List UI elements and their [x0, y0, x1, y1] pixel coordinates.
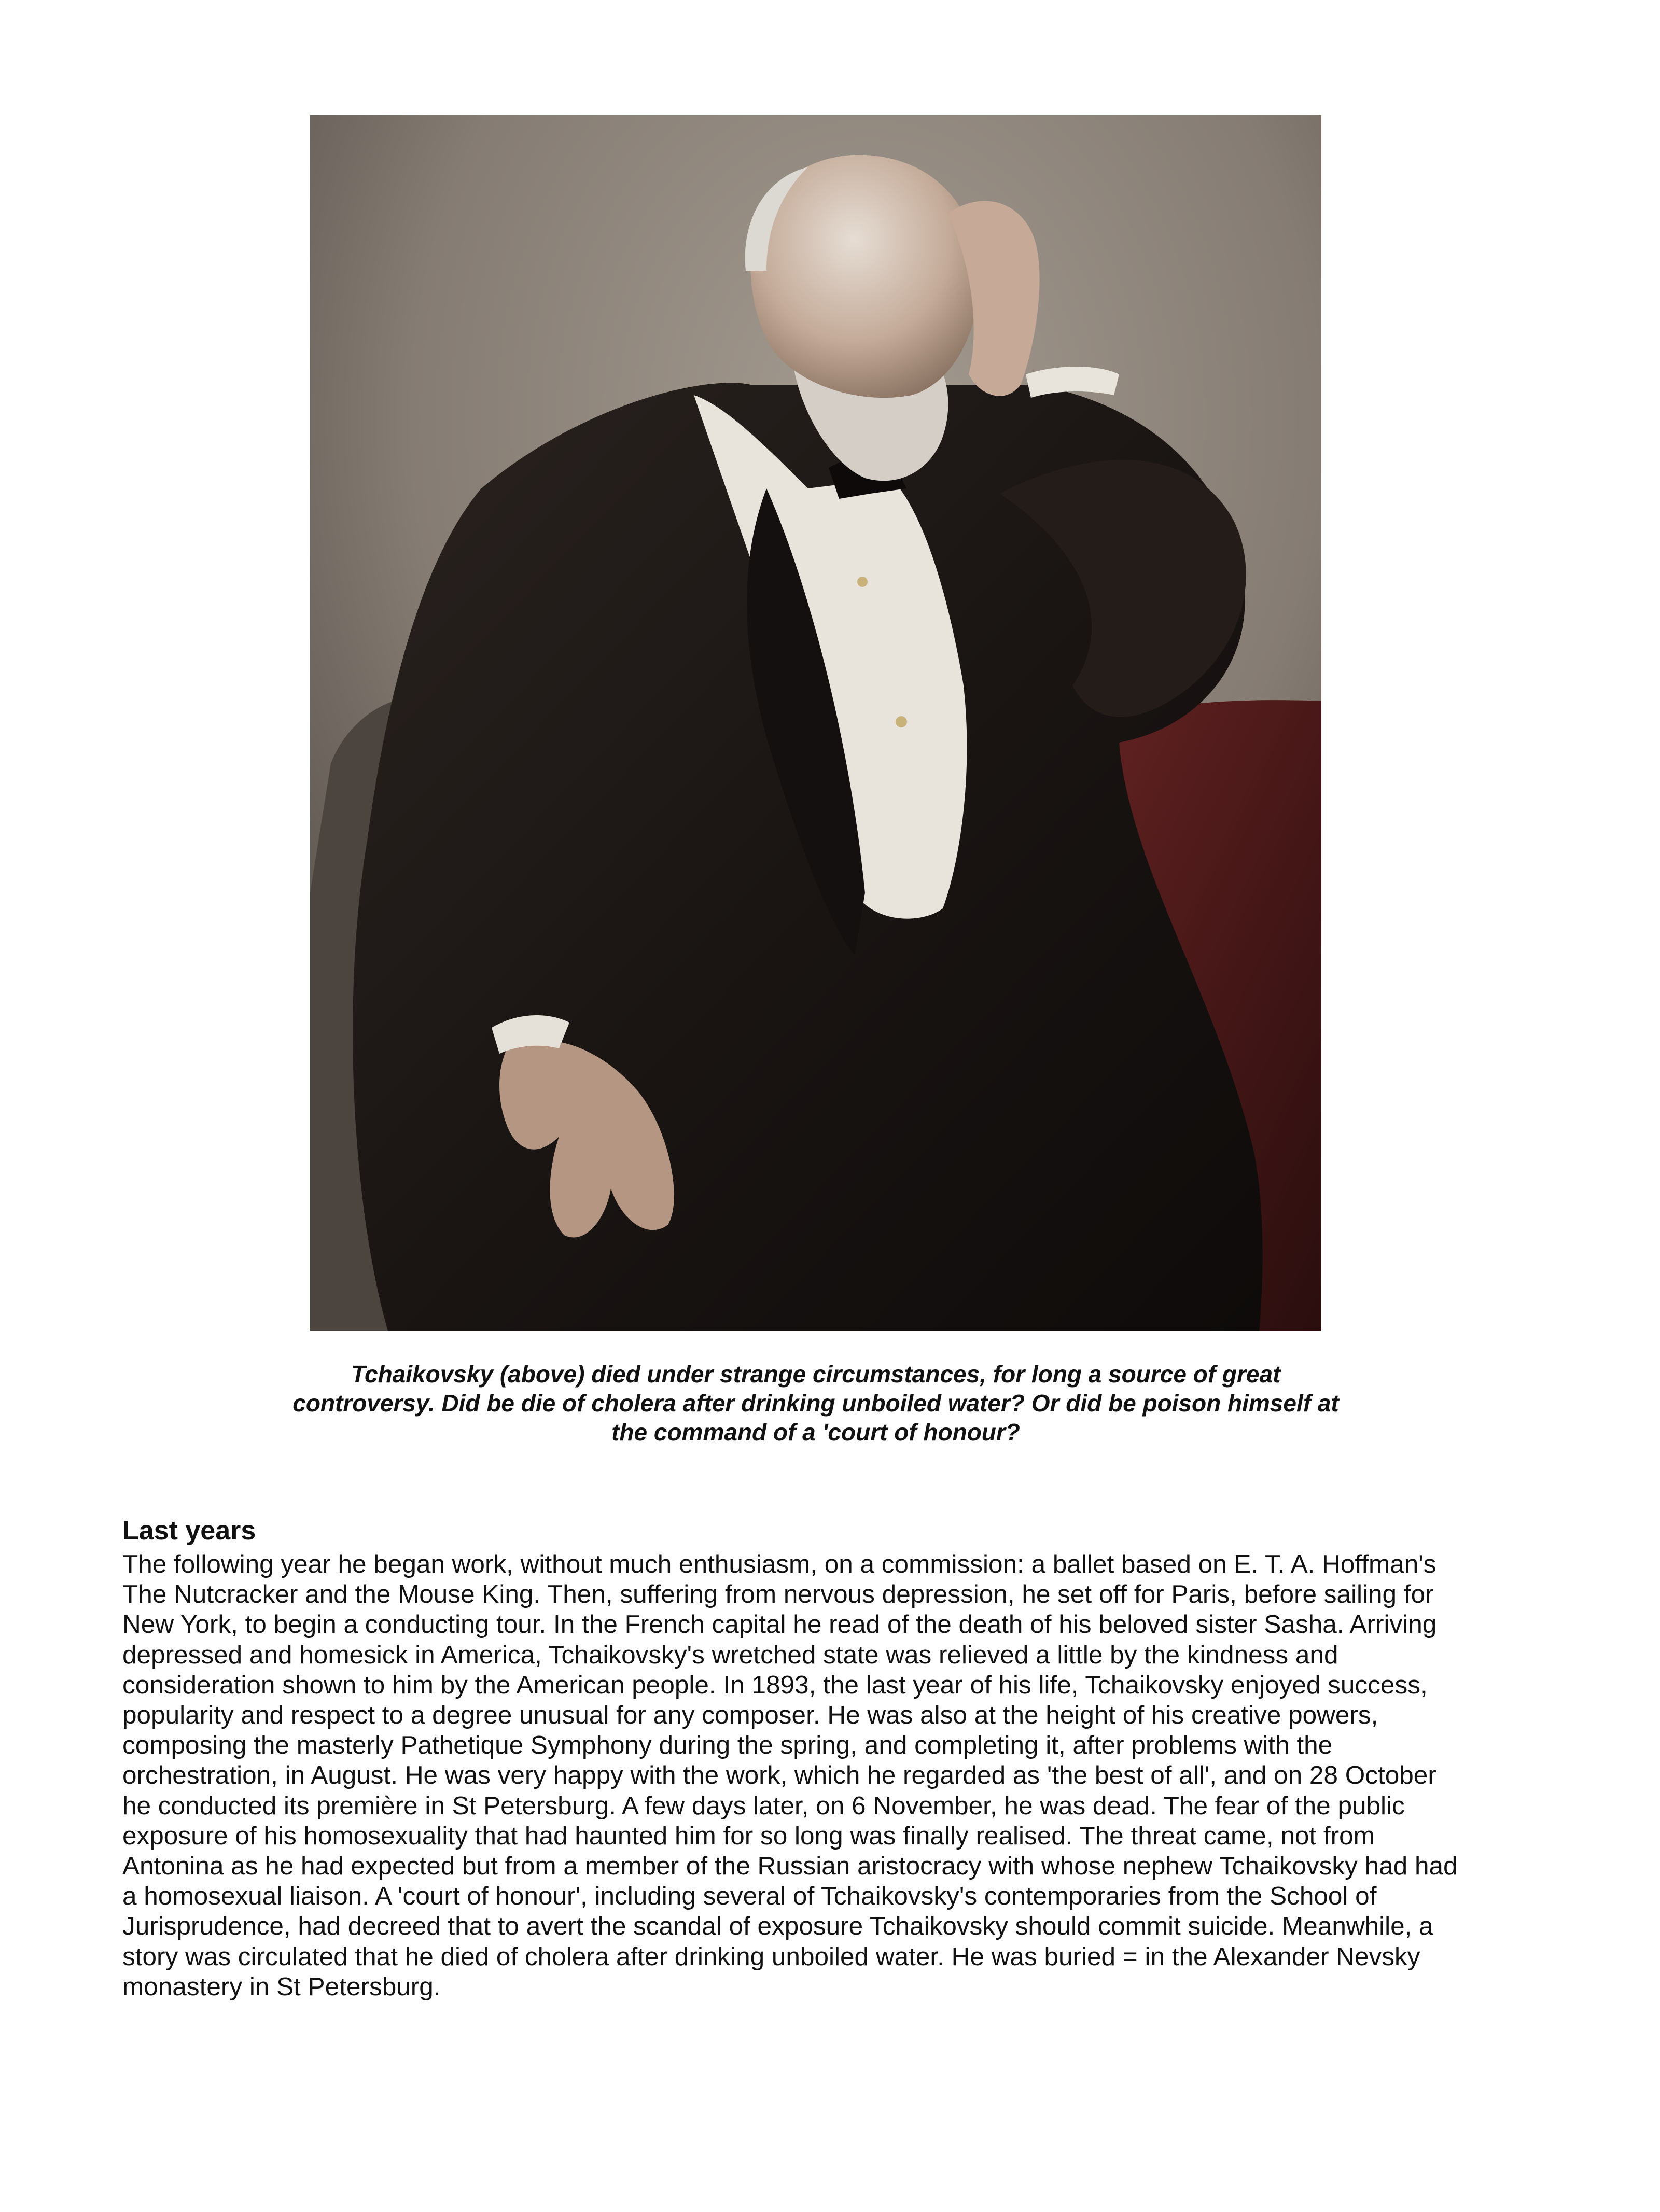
body-paragraph: The following year he began work, without much enthusiasm, on a commission: a ballet based on E. T. A. Hoffman's The Nutcracker and the Mouse King. Then, suffering from nervous depression, he set off for Paris, before sailing for New York, to begin a conducting tour. In the French capital he read of the death of his beloved sister Sasha. Arriving depressed and homesick in America, Tchaikovsky's wretched state was relieved a little by the kindness and consideration shown to him by the American people. In 1893, the last year of his life, Tchaikovsky enjoyed success, popularity and respect to a degree unusual for any composer. He was also at the height of his creative powers, composing the masterly Pathetique Symphony during the spring, and completing it, after problems with the orchestration, in August. He was very happy with the work, which he regarded as 'the best of all', and on 28 October he conducted its première in St Petersburg. A few days later, on 6 November, he was dead. The fear of the public exposure of his homosexuality that had haunted him for so long was finally realised. The threat came, not from Antonina as he had expected but from a member of the Russian aristocracy with whose nephew Tchaikovsky had had a homosexual liaison. A 'court of honour', including several of Tchaikovsky's contemporaries from the School of Jurisprudence, had decreed that to avert the scandal of exposure Tchaikovsky should commit suicide. Meanwhile, a story was circulated that he died of cholera after drinking unboiled water. He was buried = in the Alexander Nevsky monastery in St Petersburg. — [122, 1550, 1458, 2001]
tchaikovsky-portrait-photo — [310, 115, 1321, 1331]
shirt-stud-1 — [857, 577, 868, 587]
section-heading: Last years — [122, 1516, 256, 1546]
shirt-stud-2 — [896, 716, 907, 727]
photo-caption: Tchaikovsky (above) died under strange circumstances, for long a source of great controversy. Did be die of cholera after drinking unboiled water? Or did be poison himself at the command of a 'court of honour? — [292, 1361, 1339, 1446]
